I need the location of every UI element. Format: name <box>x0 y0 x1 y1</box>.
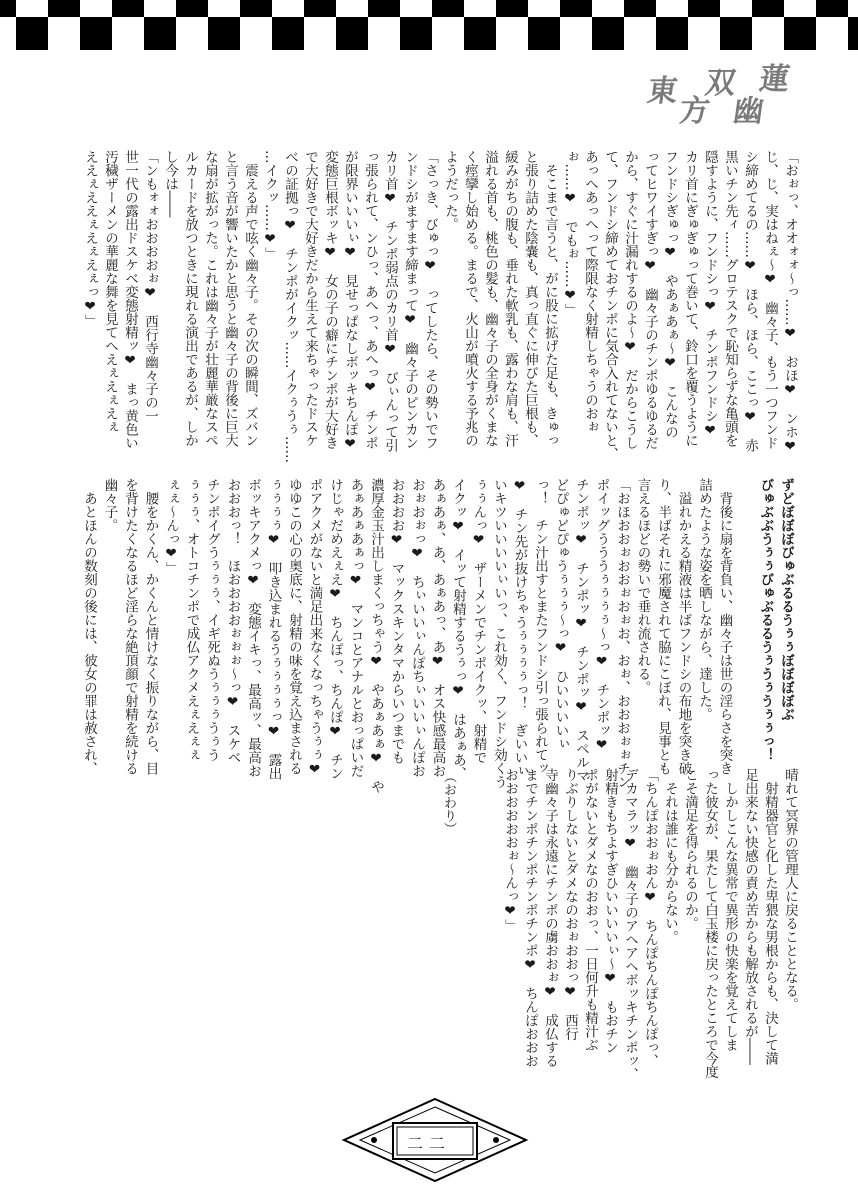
text-column: り、半ばそれに邪魔されて脇にこぼれ、見事とも <box>655 478 671 775</box>
text-column: おおおおおおぉ～んっ❤」 <box>502 768 518 933</box>
text-column: 言えるほどの勢いで垂れ流される。 <box>634 478 651 694</box>
text-column: チンポッ❤ チンポッ❤ チンポッ❤ スペルマ <box>573 478 589 783</box>
text-column: ずどぼぼぼびゅぶるるうぅぅぼぼぼぼぶ <box>778 478 794 721</box>
text-column: それは誰にも分からない。 <box>662 768 678 944</box>
band-row-top <box>0 0 858 17</box>
text-column: …イクッ……❤」 <box>262 150 278 261</box>
text-column: べの証拠っ❤ チンポがイクッ……イクぅうぅ…… <box>282 150 298 463</box>
text-column: ぅぅんっ❤ ザーメンでチンポイクッ、射精で <box>470 478 487 764</box>
checkered-header-band <box>0 0 858 52</box>
text-column: 汚穢ザーメンの華麗な舞を見てへえぇえぇえぇ <box>102 150 118 434</box>
text-column: ボッキアクメっ❤ 変態イキっ、最高ッ、最高お <box>245 478 261 778</box>
text-column: フンドシぎゅっ❤ やあぁあぁ～❤ こんなの <box>662 150 678 439</box>
text-column: りぶりしないとダメなのおぉおおっ❤ 西行 <box>562 768 578 1041</box>
text-column: おおおお❤ マックスキンタマからいつまでも <box>388 478 405 764</box>
text-column: あっへあっへって際限なく射精しちゃうのおぉ <box>582 150 598 434</box>
page-number: 二二 <box>406 1133 451 1153</box>
text-column: っ張られて、ンひっ、あへっ、あへっ❤ チンポ <box>362 150 378 450</box>
text-column: 溢れかえる精液は半ばフンドシの布地を突き破 <box>675 478 692 775</box>
text-column: 緩みがちの腹も、垂れた軟乳も、露わな肩も、汗 <box>502 150 518 447</box>
text-column: ルカードを放つときに現れる演出であるが、しか <box>182 150 198 447</box>
text-column: 「おぉっ、オオォォ～っ……❤ おほ❤ ンホ❤ <box>782 150 798 455</box>
text-column: じ、じ、実はねぇ～❤ 幽々子、もう一つフンド <box>762 150 778 450</box>
text-column: ぉ……❤ でもぉ……❤」 <box>562 150 578 317</box>
text-column: どぴゅどぴゅうぅぅぅ～っ❤ ひいいいいぃ <box>552 478 569 751</box>
text-column: と張り詰めた陰嚢も、真っ直ぐに伸びた巨根も、 <box>522 150 538 447</box>
text-column: までチンポチンポチンポチンポ❤ ちんぽおおお <box>522 768 538 1068</box>
text-column: った彼女が、果たして白玉楼に戻ったところで今度 <box>702 768 718 1079</box>
text-column: 晴れて冥界の管理人に戻ることとなる。 <box>782 768 798 1011</box>
text-column: ンドシがますます締まって❤ 幽々子のピンカン <box>402 150 418 450</box>
text-column: ポアクメがないと満足出来なくなっちゃうぅぅ❤ <box>306 478 323 778</box>
text-column: ❤ チン先が抜けちゃうぅぅぅぅっ！ ぎいいぃ <box>511 478 528 778</box>
text-column: ゆゆこの心の奥底に、射精の味を覚え込まされる <box>286 478 302 775</box>
text-column: 「ンもォォおおおおぉ❤ 西行寺幽々子の一 <box>142 150 158 423</box>
text-column: が限界いいいぃ❤ 見せっぱなしボッキちんぽ❤ <box>342 150 358 452</box>
text-column: ええぇええぇえぇえぇっ❤」 <box>82 150 98 328</box>
text-column: デカマラッ❤ 幽々子のアヘアヘボッキチンポッ、 <box>622 768 638 1081</box>
text-column: 背後に扇を背負い、幽々子は世の淫らさを突き <box>716 478 733 775</box>
text-column: こそ満足を得られるのか。 <box>682 768 698 930</box>
band-row-bottom <box>0 17 858 50</box>
text-column: いキツいいいいぃいっ、これ効く、フンドシ効くう <box>491 478 507 789</box>
text-column: びゅぶぶうぅぅびゅぶるるうぅうぅうぅぅっ！ <box>757 478 774 762</box>
text-column: 変態巨根ボッキ❤ 女の子の癖にチンポが大好き <box>322 150 338 450</box>
text-column: ぅぅぅ、オトコチンポで成仏アクメえぇえぇぇ <box>183 478 200 762</box>
text-column: 「ちんぽおおぉおん❤ ちんぽちんぽちんぽっ、 <box>642 768 658 1068</box>
text-column: 世一代の露出ドスケベ変態射精ッ❤ まっ黄色い <box>122 150 138 450</box>
text-column: 隠すように、フンドシっ❤ チンポフンドシ❤ <box>702 150 718 439</box>
text-column: カリ首にぎゅぎゅって巻いて、鈴口を覆うように <box>682 150 698 447</box>
logo-char: 方 <box>677 94 712 129</box>
text-column: 濃厚金玉汁出しまくっちゃう❤ やあぁあぁ❤ や <box>368 478 384 794</box>
text-column: しかしこんな異常で異形の快楽を覚えてしま <box>722 768 738 1052</box>
text-column: 射精器官と化した卑猥な男根からも、決して満 <box>762 768 778 1065</box>
series-logo <box>645 58 798 129</box>
text-block-upper <box>80 150 800 463</box>
text-column: ようだった。 <box>442 150 458 231</box>
text-column: そこまで言うと、がに股に拡げた足も、きゅっ <box>542 150 558 447</box>
text-column: で大好きで大好きだから生えて来ちゃったドスケ <box>302 150 318 447</box>
text-column: から、すぐに汁漏れするのよ～❤ だからこうし <box>622 150 638 450</box>
text-column: を背けたくなるほど淫らな絶頂顔で射精を続ける <box>122 478 138 775</box>
text-column: イクッ❤ イッて射精するうぅっ❤ はあぁあ、 <box>450 478 466 780</box>
text-column: 足出来ない快感の責め苦からも解放されるが―― <box>742 768 758 1065</box>
logo-char: 幽 <box>731 94 766 129</box>
text-column: 詰めたような姿を晒しながら、達した。 <box>696 478 712 721</box>
text-column: と言う音が響いたかと思うと幽々子の背後に巨大 <box>222 150 238 447</box>
logo-char: 蓮 <box>757 62 792 97</box>
text-block-middle <box>79 478 797 794</box>
text-column: おぉおぉっ❤ ちぃいいぃんぽちぃいいぃんぽお <box>409 478 425 778</box>
logo-char: 双 <box>703 66 738 101</box>
text-column: シ締めてるの……❤ ほら、ほら、ここっ❤ 赤 <box>742 150 758 452</box>
text-column: カリ首❤ チンポ弱点のカリ首❤ びぃんって引 <box>382 150 398 452</box>
text-column: 射精きもちよすぎひいいいいぃ～❤ もおチン <box>602 768 618 1054</box>
text-column: く痙攣し始める。まるで、火山が噴火する予兆の <box>462 150 478 447</box>
text-column: おおおっ！ ほおおおおぉぉぉ～っ❤ スケベ <box>224 478 241 764</box>
text-column: 腰をかくん、かくんと情けなく振りながら、目 <box>142 478 159 775</box>
text-column: っ！ チン汁出すとまたフンドシ引っ張られてッ <box>532 478 548 775</box>
text-column: 寺幽々子は永遠にチンポの虜おおぉ❤ 成仏する <box>542 768 558 1068</box>
text-column: し今は―― <box>162 150 178 218</box>
text-column: ぇぇ～んっ❤」 <box>163 478 179 575</box>
text-column: 震える声で呟く幽々子。その次の瞬間、ズバン <box>242 150 258 447</box>
text-column: 溢れる首も、桃色の髪も、幽々子の全身がくまな <box>482 150 498 447</box>
text-column: あぁあぁあぁっ❤ マンコとアナルとおっぱいだ <box>347 478 364 778</box>
text-column: な扇が拡がった。これは幽々子が壮麗華厳なスペ <box>202 150 218 447</box>
text-column: あとほんの数刻の後には、彼女の罪は赦され、 <box>81 478 97 775</box>
text-column: けじゃだめえぇえ❤ ちんぽっ、ちんぽ❤ チン <box>327 478 343 780</box>
end-marker: （おわり） <box>441 770 456 835</box>
text-block-lower <box>500 768 800 1081</box>
text-column: ポイッグうううぅぅぅぅ～っ❤ チンポッ❤ <box>593 478 610 753</box>
text-column: 黒いチン先ィ……グロテスクで恥知らずな亀頭を <box>722 150 738 447</box>
text-column: 「さっき、びゅっ❤ ってしたら、その勢いでフ <box>422 150 438 450</box>
text-column: ってヒワイすぎっ❤ 幽々子のチンポゆるゆるだ <box>642 150 658 450</box>
text-column: チンポイグうぅぅぅ、イギ死ぬうぅぅぅうぅう <box>204 478 220 762</box>
text-column: あぁあぁ、あ、あぁあっ、あ❤ オス快感最高お <box>429 478 446 778</box>
text-column <box>735 478 756 768</box>
text-column: 「おほおおぉおおぉおぉお、おぉ、おおおぉぉチン <box>614 478 630 789</box>
text-column: て、フンドシ締めておチンポに気合入れてないと、 <box>602 150 618 461</box>
text-column: ポがないとダメなのおおっ、一日何升も精汁ぶ <box>582 768 598 1052</box>
text-column: 幽々子。 <box>101 478 118 532</box>
text-column: ぅぅぅぅ❤ 叩き込まれるうぅぅぅぅっ❤ 露出 <box>265 478 282 780</box>
logo-char: 東 <box>645 74 680 109</box>
